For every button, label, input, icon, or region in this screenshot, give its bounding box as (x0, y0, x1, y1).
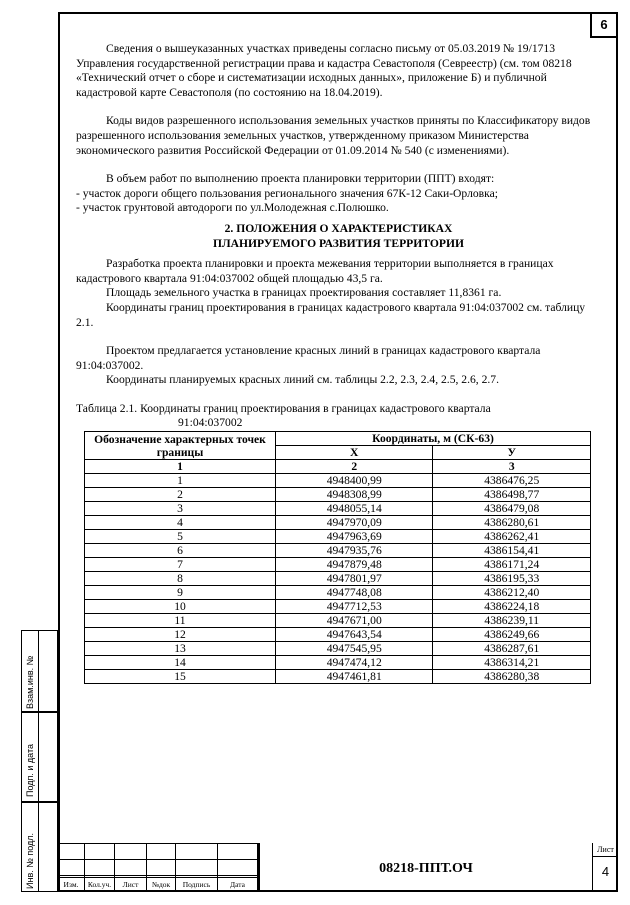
cell-x: 4947712,53 (276, 600, 433, 614)
table-row (85, 642, 591, 656)
cell-y: 4386249,66 (433, 628, 591, 642)
cell-x: 4947970,09 (276, 516, 433, 530)
table-row (85, 656, 591, 670)
paragraph-sources: Сведения о вышеуказанных участках приведены согласно письму от 05.03.2019 № 19/1713 Управления государственной регистрации права и кадастра Севастополя (Севреестр) (см. том 08218 «Технический отчет о сборе и систематизации исходных данных», приложение Б) и публичной кадастровой карте Севастополя (по состоянию на 18.04.2019). (76, 42, 572, 99)
cell-y: 4386239,11 (433, 614, 591, 628)
cell-y: 4386314,21 (433, 656, 591, 670)
revision-column-label: Лист (115, 877, 146, 891)
colnum-3: 3 (433, 460, 591, 474)
paragraph-development: Разработка проекта планировки и проекта межевания территории выполняется в границах кадастрового квартала 91:04:037002 общей площадью 43,5 га. (76, 257, 554, 285)
table-row (85, 614, 591, 628)
cell-x: 4947879,48 (276, 558, 433, 572)
cell-x: 4947474,12 (276, 656, 433, 670)
cell-y: 4386262,41 (433, 530, 591, 544)
table-row (85, 572, 591, 586)
paragraph-red-lines-ref: Координаты планируемых красных линий см. таблицы 2.2, 2.3, 2.4, 2.5, 2.6, 2.7. (106, 373, 499, 387)
revision-column-label: №док (147, 877, 175, 891)
table-row (85, 558, 591, 572)
cell-y: 4386479,08 (433, 502, 591, 516)
section-heading-line1: 2. ПОЛОЖЕНИЯ О ХАРАКТЕРИСТИКАХ (224, 221, 453, 235)
table-row (85, 670, 591, 684)
cell-x: 4947935,76 (276, 544, 433, 558)
cell-x: 4948308,99 (276, 488, 433, 502)
table-row (85, 516, 591, 530)
table-caption-line2: 91:04:037002 (178, 416, 243, 430)
cell-point: 9 (85, 586, 276, 600)
table-row (85, 600, 591, 614)
cell-x: 4947748,08 (276, 586, 433, 600)
sidebar-cell-podp (21, 712, 58, 802)
table-row (85, 488, 591, 502)
table-caption (76, 402, 601, 431)
document-code: 08218-ППТ.ОЧ (258, 843, 592, 892)
table-row (85, 628, 591, 642)
cell-point: 13 (85, 642, 276, 656)
cell-x: 4947671,00 (276, 614, 433, 628)
paragraph-scope: В объем работ по выполнению проекта планировки территории (ППТ) входят: (106, 172, 495, 186)
table-row (85, 586, 591, 600)
cell-point: 11 (85, 614, 276, 628)
cell-point: 7 (85, 558, 276, 572)
sidebar-cell-inv (21, 802, 58, 892)
header-x: X (276, 446, 433, 460)
revision-column (58, 843, 85, 892)
header-y: У (433, 446, 591, 460)
cell-y: 4386280,61 (433, 516, 591, 530)
page-frame (58, 12, 618, 892)
header-coords: Координаты, м (СК-63) (276, 432, 591, 446)
revision-column (176, 843, 218, 892)
cell-point: 14 (85, 656, 276, 670)
cell-point: 5 (85, 530, 276, 544)
cell-point: 3 (85, 502, 276, 516)
revision-column (115, 843, 147, 892)
coordinates-table (84, 431, 591, 684)
section-heading (76, 222, 601, 251)
left-sidebar-stamp (21, 630, 58, 892)
cell-point: 2 (85, 488, 276, 502)
paragraph-codes: Коды видов разрешенного использования земельных участков приняты по Классификатору видов разрешенного использования земельных участков, утвержденному приказом Министерства экономического развития Российской Федерации от 01.09.2014 № 540 (с изменениями). (76, 114, 591, 157)
revision-column-label: Изм. (58, 877, 84, 891)
revision-grid (58, 843, 258, 892)
cell-y: 4386195,33 (433, 572, 591, 586)
revision-column-label: Дата (218, 877, 257, 891)
header-point: Обозначение характерных точек границы (85, 432, 276, 460)
cell-x: 4947545,95 (276, 642, 433, 656)
title-block (58, 843, 618, 892)
cell-y: 4386212,40 (433, 586, 591, 600)
cell-x: 4947963,69 (276, 530, 433, 544)
sheet-number: 4 (592, 857, 618, 892)
cell-x: 4947643,54 (276, 628, 433, 642)
cell-point: 6 (85, 544, 276, 558)
paragraph-area: Площадь земельного участка в границах проектирования составляет 11,8361 га. (106, 286, 502, 300)
table-caption-line1: Таблица 2.1. Координаты границ проектирования в границах кадастрового квартала (76, 401, 491, 415)
colnum-2: 2 (276, 460, 433, 474)
paragraph-red-lines: Проектом предлагается установление красных линий в границах кадастрового квартала 91:04:037002. (76, 344, 541, 372)
section-heading-line2: ПЛАНИРУЕМОГО РАЗВИТИЯ ТЕРРИТОРИИ (212, 236, 464, 250)
cell-point: 10 (85, 600, 276, 614)
cell-x: 4948400,99 (276, 474, 433, 488)
table-row (85, 544, 591, 558)
cell-point: 12 (85, 628, 276, 642)
page-number: 6 (590, 14, 616, 38)
cell-y: 4386287,61 (433, 642, 591, 656)
paragraph-coords-ref: Координаты границ проектирования в границах кадастрового квартала 91:04:037002 см. таблицу 2.1. (76, 300, 586, 329)
revision-column (218, 843, 258, 892)
document-body (76, 42, 601, 684)
cell-y: 4386171,24 (433, 558, 591, 572)
cell-y: 4386280,38 (433, 670, 591, 684)
cell-x: 4947801,97 (276, 572, 433, 586)
sidebar-label-inv: Инв. № подл. (25, 832, 35, 889)
cell-y: 4386224,18 (433, 600, 591, 614)
colnum-1: 1 (85, 460, 276, 474)
scope-item-road: - участок дороги общего пользования регионального значения 67К-12 Саки-Орловка; (76, 186, 498, 200)
sheet-label: Лист (592, 843, 618, 857)
scope-item-dirt-road: - участок грунтовой автодороги по ул.Молодежная с.Полюшко. (76, 201, 389, 215)
table-row (85, 502, 591, 516)
cell-point: 1 (85, 474, 276, 488)
sidebar-label-podp: Подп. и дата (25, 743, 35, 797)
table-row (85, 474, 591, 488)
table-row (85, 530, 591, 544)
coordinates-table-body (85, 474, 591, 684)
revision-column (147, 843, 176, 892)
cell-point: 8 (85, 572, 276, 586)
cell-x: 4947461,81 (276, 670, 433, 684)
cell-y: 4386498,77 (433, 488, 591, 502)
sidebar-label-vzam: Взам.инв. № (25, 655, 35, 709)
cell-x: 4948055,14 (276, 502, 433, 516)
cell-point: 4 (85, 516, 276, 530)
cell-point: 15 (85, 670, 276, 684)
sidebar-cell-vzam (21, 630, 58, 712)
revision-column-label: Кол.уч. (85, 877, 114, 891)
revision-column-label: Подпись (176, 877, 217, 891)
cell-y: 4386154,41 (433, 544, 591, 558)
cell-y: 4386476,25 (433, 474, 591, 488)
revision-column (85, 843, 115, 892)
